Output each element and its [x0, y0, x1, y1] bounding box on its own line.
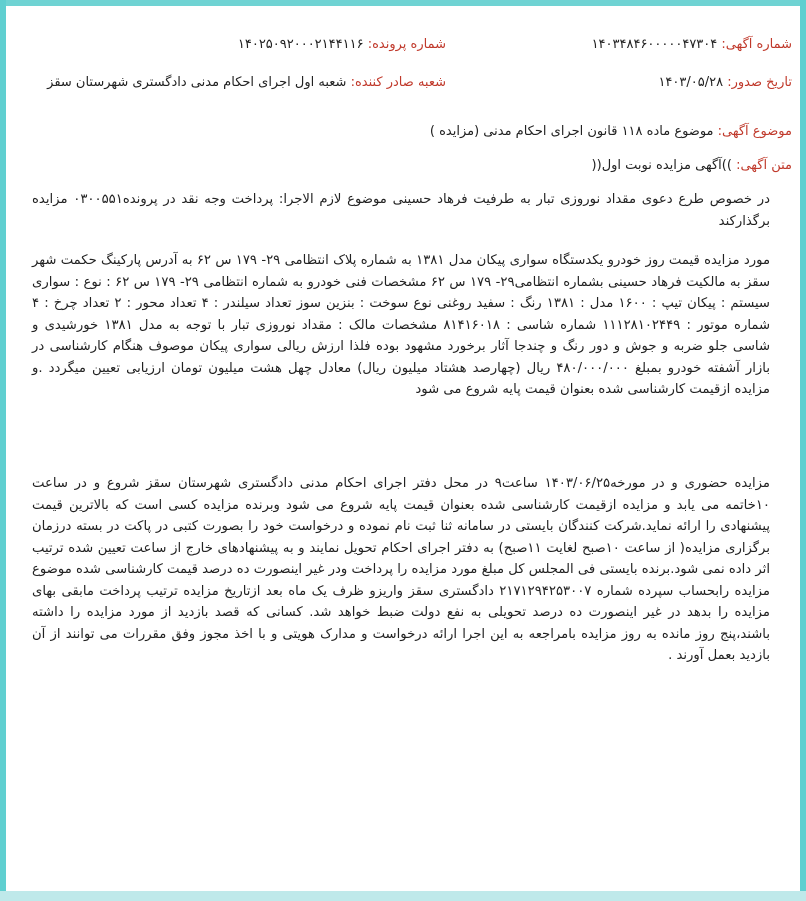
ad-number-value: ۱۴۰۳۴۸۴۶۰۰۰۰۰۴۷۳۰۴ [591, 37, 718, 52]
frame-bottom-border [0, 891, 806, 901]
issue-date-label: تاریخ صدور: [727, 75, 792, 90]
text-heading-row [592, 157, 792, 175]
subject-value: موضوع ماده ۱۱۸ قانون اجرای احکام مدنی (مزایده ) [429, 124, 714, 139]
text-label: متن آگهی: [736, 158, 792, 173]
frame-right-border [800, 0, 806, 901]
frame-left-border [0, 0, 6, 901]
file-number-label: شماره پرونده: [367, 37, 446, 52]
paragraph-1-text: در خصوص طرع دعوی مقداد نوروزی تبار به طرفیت فرهاد حسینی موضوع لازم الاجرا: پرداخت وجه نقد در پرونده۰۳۰۰۵۵۱ مزایده برگذارکند [32, 192, 771, 229]
issuer-value: شعبه اول اجرای احکام مدنی دادگستری شهرستان سقز [47, 75, 347, 90]
issue-date-value: ۱۴۰۳/۰۵/۲۸ [658, 75, 724, 90]
text-heading: ))آگهی مزایده نوبت اول(( [591, 158, 732, 173]
paragraph-2-text: مورد مزایده قیمت روز خودرو یکدستگاه سواری پیکان مدل ۱۳۸۱ به شماره پلاک انتظامی ۲۹- ۱۷۹ س ۶۲ به آدرس پارکینگ حکمت شهر سقز به مالکیت فرهاد حسینی بشماره انتظامی۲۹- ۱۷۹ س ۶۲ مشخصات فنی خودرو به شماره انتظامی ۲۹- ۱۷۹ س ۶۲ : نوع : سواری سیستم : پیکان تیپ : ۱۶۰۰ مدل : ۱۳۸۱ رنگ : سفید روغنی نوع سوخت : بنزین سوز تعداد سیلندر : ۴ تعداد محور : ۲ تعداد چرخ : ۴ شماره موتور : ۱۱۱۲۸۱۰۲۴۴۹ شماره شاسی : ۸۱۴۱۶۰۱۸ مشخصات مالک : مقداد نوروزی تبار با توجه به مدل ۱۳۸۱ خورشیدی و شاسی جلو ضربه و جوش و دور رنگ و چندجا آثار برخورد مشهود بوده فلذا ارزش ریالی سواری پیکان موصوف هنگام کارشناسی در بازار آشفته خودرو بمبلغ ۴۸۰/۰۰۰/۰۰۰ ریال (چهارصد هشتاد میلیون ریال) معادل چهل هشت میلیون تومان ارزیابی تعیین میگردد .و مزایده ازقیمت کارشناسی شده بعنوان قیمت پایه شروع می شود [32, 253, 771, 397]
paragraph-3-text: مزایده حضوری و در مورخه۱۴۰۳/۰۶/۲۵ ساعت۹ در محل دفتر اجرای احکام مدنی دادگستری شهرستان سقز شروع و در ساعت ۱۰خاتمه می یابد و مزایده ازقیمت کارشناسی شده بعنوان قیمت پایه شروع می شود وبرنده مزایده کسی است که بالاترین قیمت پیشنهادی را ارائه نماید.شرکت کنندگان بایستی در سامانه ثنا ثبت نام نموده و درخواست خود را بصورت کتبی در پاکت در بسته درزمان برگزاری مزایده( از ساعت ۱۰صبح لغایت ۱۱صبح) به دفتر اجرای احکام تحویل نمایند و به پیشنهادهای خارج از ساعت تعیین شده ترتیب اثر داده نمی شود.برنده بایستی فی المجلس کل مبلغ مورد مزایده را پرداخت ودر غیر اینصورت ده درصد قیمت کارشناسی شده موضوع مزایده رابحساب سپرده شماره ۲۱۷۱۲۹۴۲۵۳۰۰۷ دادگستری سقز واریزو ظرف یک ماه بعد ازتاریخ مزایده ترتیب پرداخت مابقی بهای مزایده را بدهد در غیر اینصورت ده درصد تحویلی به نفع دولت ضبط خواهد شد. کسانی که قصد بازدید از مورد مزایده را داشته باشند،پنج روز مانده به روز مزایده بامراجعه به این اجرا ارائه درخواست و مدارک هویتی و با اخذ مجوز وفق مقررات می توانند از آن بازدید بعمل آورند . [32, 476, 770, 663]
notice-document [8, 0, 798, 891]
subject-label: موضوع آگهی: [717, 124, 792, 139]
file-number-row [238, 36, 446, 54]
issuer-label: شعبه صادر کننده: [350, 75, 446, 90]
paragraph-1 [32, 189, 770, 232]
issuer-row [47, 74, 446, 92]
ad-number-label: شماره آگهی: [721, 37, 792, 52]
paragraph-3 [32, 473, 770, 667]
file-number-value: ۱۴۰۲۵۰۹۲۰۰۰۲۱۴۴۱۱۶ [237, 37, 364, 52]
subject-row [430, 123, 792, 141]
ad-number-row [592, 36, 792, 54]
paragraph-2 [32, 250, 770, 401]
issue-date-row [658, 74, 792, 92]
